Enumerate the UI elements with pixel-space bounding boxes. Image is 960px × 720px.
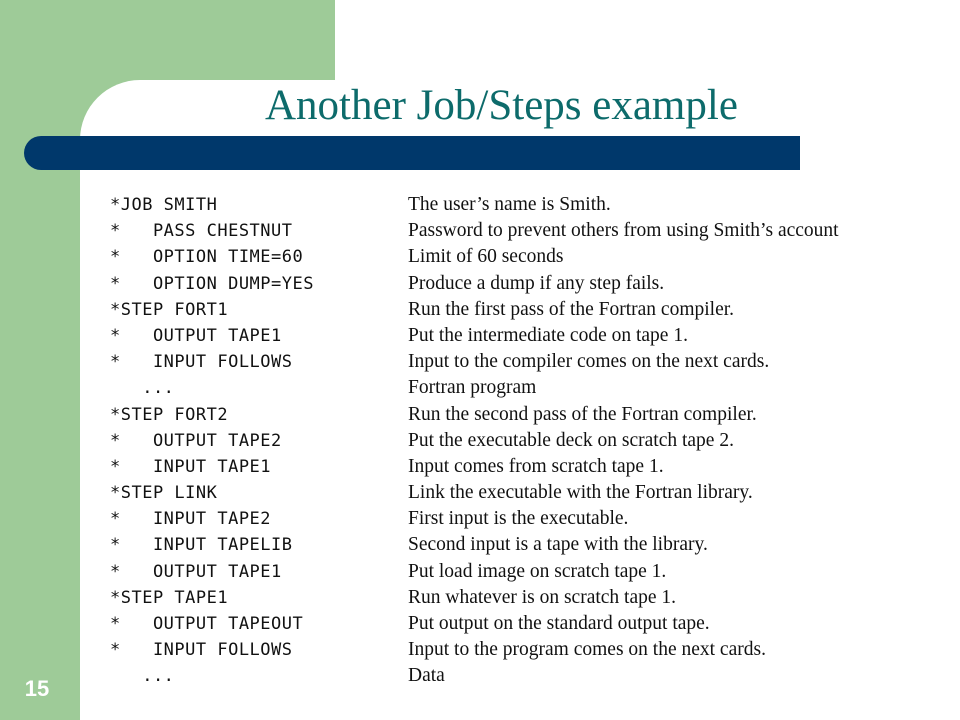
- job-control-statement: * OUTPUT TAPE1: [110, 561, 282, 582]
- job-control-statement: *STEP FORT1: [110, 299, 229, 320]
- job-control-statement: * INPUT TAPELIB: [110, 535, 293, 556]
- job-line: [110, 218, 930, 244]
- statement-description: Link the executable with the Fortran library.: [408, 482, 753, 504]
- job-line: [110, 402, 930, 428]
- statement-description: Fortran program: [408, 377, 537, 399]
- statement-description: Run whatever is on scratch tape 1.: [408, 586, 677, 608]
- statement-description: Second input is a tape with the library.: [408, 534, 708, 556]
- job-line: [110, 663, 930, 689]
- statement-description: Run the second pass of the Fortran compiler.: [408, 403, 757, 425]
- job-control-statement: *JOB SMITH: [110, 195, 218, 215]
- slide-decoration-left: [0, 0, 80, 720]
- job-control-statement: ...: [110, 378, 175, 399]
- job-control-statement: *STEP FORT2: [110, 404, 229, 425]
- job-line: [110, 323, 930, 349]
- job-line: [110, 532, 930, 558]
- job-line: [110, 585, 930, 611]
- job-line: [110, 244, 930, 270]
- statement-description: The user’s name is Smith.: [408, 194, 611, 215]
- statement-description: Password to prevent others from using Smith’s account: [408, 220, 839, 242]
- job-line: [110, 349, 930, 375]
- job-control-statement: * OUTPUT TAPE2: [110, 430, 282, 451]
- slide-number: 15: [24, 676, 50, 701]
- statement-description: Put output on the standard output tape.: [408, 613, 710, 634]
- job-control-statement: * INPUT FOLLOWS: [110, 640, 293, 661]
- job-line: [110, 297, 930, 323]
- job-line: [110, 637, 930, 663]
- statement-description: Input comes from scratch tape 1.: [408, 455, 664, 477]
- job-control-statement: * PASS CHESTNUT: [110, 221, 293, 242]
- job-line: [110, 271, 930, 297]
- job-control-statement: * OPTION DUMP=YES: [110, 273, 314, 294]
- job-line: [110, 506, 930, 532]
- statement-description: Data: [408, 665, 445, 687]
- statement-description: Produce a dump if any step fails.: [408, 272, 665, 294]
- job-control-statement: *STEP TAPE1: [110, 587, 229, 608]
- job-line: [110, 559, 930, 585]
- job-line: [110, 454, 930, 480]
- job-control-statement: * OUTPUT TAPE1: [110, 325, 282, 346]
- job-control-statement: *STEP LINK: [110, 483, 218, 504]
- statement-description: Put the executable deck on scratch tape 2.: [408, 429, 734, 451]
- statement-description: Input to the program comes on the next cards.: [408, 639, 766, 661]
- job-line: [110, 375, 930, 401]
- job-control-statement: ...: [110, 666, 175, 687]
- job-line: [110, 480, 930, 506]
- job-line: [110, 611, 930, 637]
- job-control-statement: * INPUT TAPE1: [110, 456, 272, 477]
- job-control-statement: * INPUT FOLLOWS: [110, 352, 293, 373]
- job-control-statement: * OPTION TIME=60: [110, 247, 304, 268]
- job-control-statement: * INPUT TAPE2: [110, 509, 272, 530]
- statement-description: Put the intermediate code on tape 1.: [408, 324, 688, 346]
- statement-description: Limit of 60 seconds: [408, 246, 564, 268]
- slide-title: Another Job/Steps example: [265, 82, 738, 129]
- job-line: [110, 192, 930, 218]
- statement-description: Input to the compiler comes on the next cards.: [408, 351, 770, 373]
- job-control-statement: * OUTPUT TAPEOUT: [110, 614, 304, 634]
- statement-description: First input is the executable.: [408, 508, 629, 530]
- job-steps-table: [110, 192, 930, 690]
- job-line: [110, 428, 930, 454]
- title-underline-bar: [24, 136, 800, 170]
- statement-description: Put load image on scratch tape 1.: [408, 560, 667, 582]
- slide-decoration-top: [80, 0, 335, 80]
- statement-description: Run the first pass of the Fortran compiler.: [408, 298, 735, 320]
